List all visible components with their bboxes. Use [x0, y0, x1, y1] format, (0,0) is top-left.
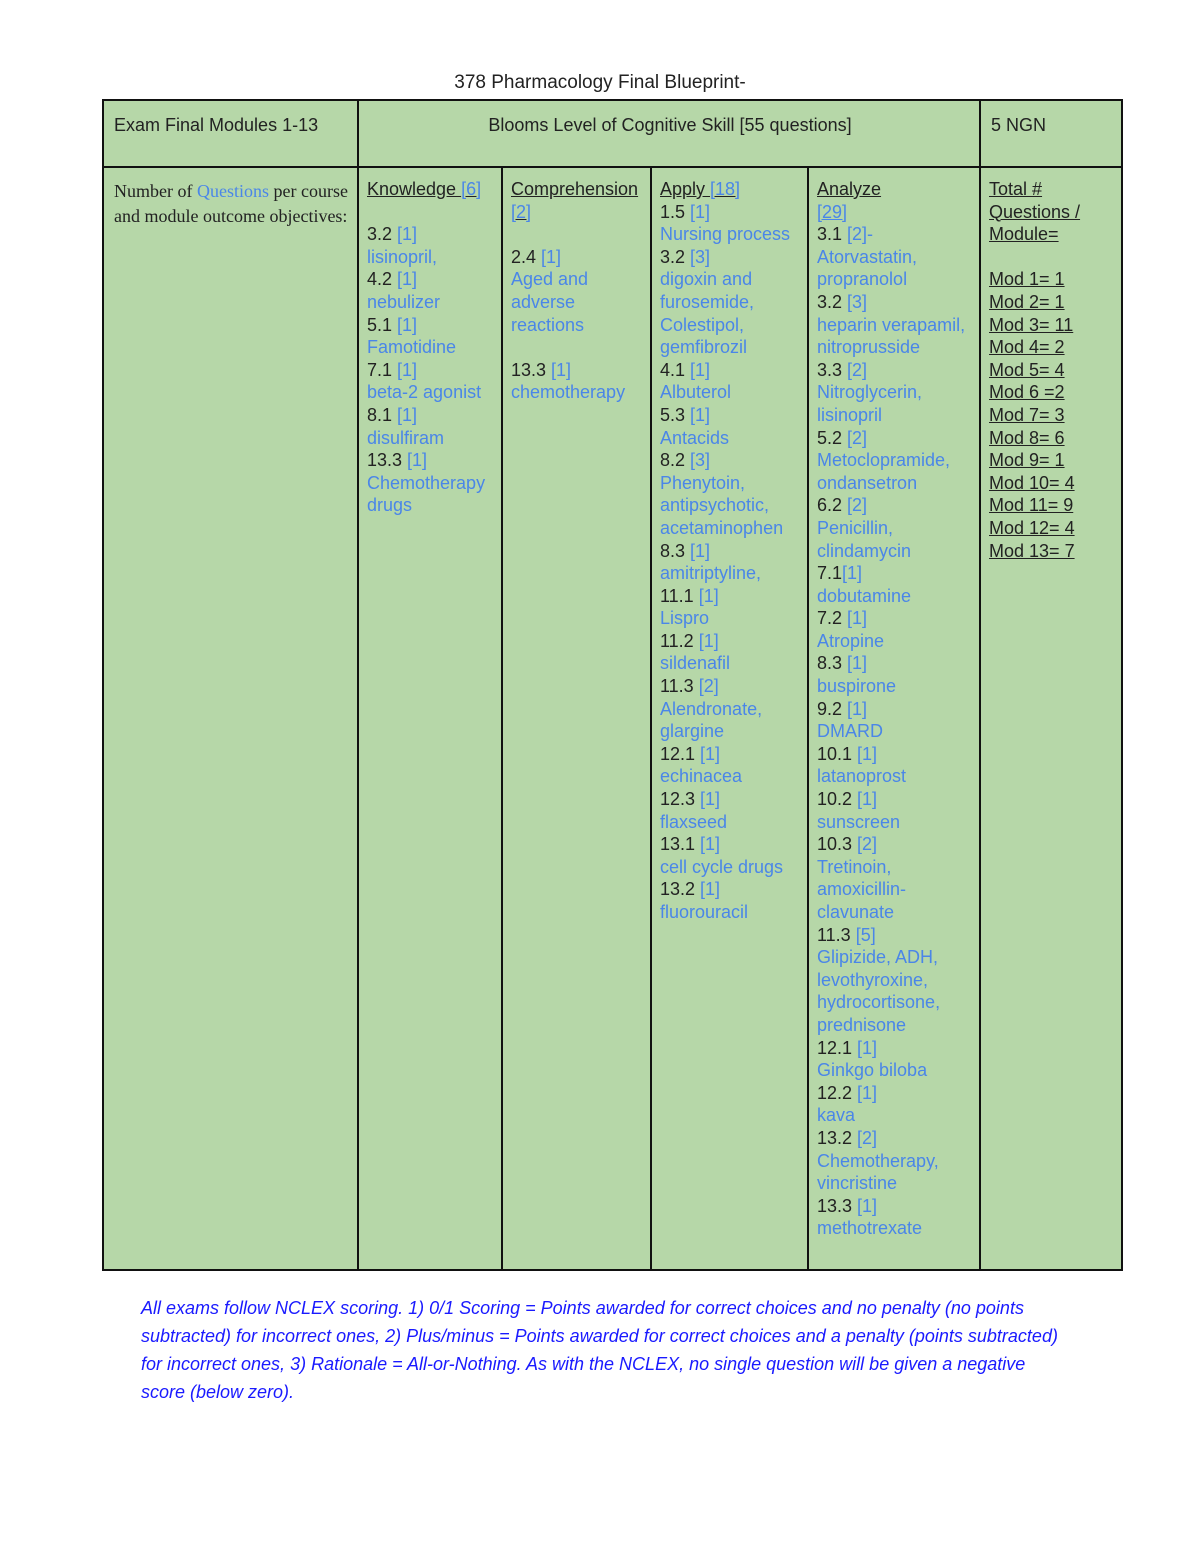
comprehension-column [503, 168, 650, 404]
question-count: [2]- [847, 224, 874, 245]
objective-line [660, 585, 801, 608]
objective-line [817, 833, 973, 856]
drug-topic: Penicillin, clindamycin [817, 517, 912, 561]
question-count: [1] [700, 743, 721, 764]
totals-heading: Total # Questions / Module= [989, 179, 1081, 245]
objective-number: 4.1 [660, 359, 691, 380]
drug-topic: sildenafil [660, 653, 731, 674]
question-count: [1] [690, 404, 711, 425]
objective-number: 3.2 [660, 246, 691, 267]
totals-cell [980, 167, 1122, 1270]
drug-topic: kava [817, 1105, 856, 1126]
totals-mods [989, 268, 1101, 562]
drug-topic: Aged and adverse reactions [511, 269, 589, 335]
drug-topic: Antacids [660, 427, 730, 448]
drug-topic: Phenytoin, antipsychotic, acetaminophen [660, 472, 784, 538]
drug-topic: DMARD [817, 721, 883, 742]
objective-line [817, 1082, 973, 1105]
module-total: Mod 5= 4 [989, 359, 1065, 380]
objective-number: 5.1 [367, 314, 398, 335]
question-count: [1] [857, 789, 878, 810]
objective-number: 10.1 [817, 743, 858, 764]
question-count: [1] [857, 1082, 878, 1103]
objective-line [660, 878, 801, 901]
objective-line [817, 652, 973, 675]
question-count: [1] [847, 653, 868, 674]
drug-topic: nebulizer [367, 291, 441, 312]
objective-line [817, 291, 973, 314]
document-title: 378 Pharmacology Final Blueprint- [454, 72, 746, 93]
drug-topic: buspirone [817, 676, 897, 697]
header-blooms-cell [358, 100, 980, 167]
header-modules-cell [103, 100, 358, 167]
objective-number: 8.3 [660, 540, 691, 561]
question-count: [1] [857, 743, 878, 764]
blueprint-table [102, 99, 1123, 1271]
analyze-count: [29] [817, 201, 848, 222]
question-count: [3] [690, 246, 711, 267]
question-count: [1] [857, 1195, 878, 1216]
body-row [103, 167, 1122, 1270]
objective-number: 10.3 [817, 834, 858, 855]
drug-topic: Ginkgo biloba [817, 1060, 928, 1081]
drug-topic: Lispro [660, 608, 710, 629]
apply-cell [651, 167, 808, 1270]
objective-line [367, 314, 495, 337]
module-total: Mod 3= 11 [989, 314, 1074, 335]
question-count: [1] [698, 630, 719, 651]
drug-topic: digoxin and furosemide, Colestipol, gemfibrozil [660, 269, 755, 358]
objective-number: 2.4 [511, 246, 542, 267]
objective-line [660, 788, 801, 811]
objective-number: 8.1 [367, 404, 398, 425]
objective-number: 12.2 [817, 1082, 858, 1103]
question-count: [1] [700, 834, 721, 855]
objective-line [817, 562, 973, 585]
row-label-questions: Questions [196, 181, 269, 201]
knowledge-column [359, 168, 501, 517]
drug-topic: cell cycle drugs [660, 856, 784, 877]
objective-number: 3.2 [817, 291, 848, 312]
drug-topic: Metoclopramide, ondansetron [817, 450, 951, 493]
objective-number: 8.3 [817, 653, 848, 674]
objective-line [817, 1037, 973, 1060]
scoring-note: All exams follow NCLEX scoring. 1) 0/1 Scoring = Points awarded for correct choices and no penalty (no points subtracted) for incorrect ones, 2) Plus/minus = Points awarded for correct choices and a penalty (points subtracted) for incorrect ones, 3) Rationale = All-or-Nothing. As with the NCLEX, no single question will be given a negative score (below zero). [141, 1298, 1058, 1402]
question-count: [2] [698, 676, 719, 697]
question-count: [2] [857, 834, 878, 855]
objective-number: 7.1 [817, 563, 843, 584]
comprehension-entries [511, 246, 644, 404]
objective-number: 12.1 [660, 743, 701, 764]
drug-topic: echinacea [660, 766, 743, 787]
objective-number: 1.5 [660, 201, 691, 222]
objective-number: 6.2 [817, 495, 848, 516]
objective-line [511, 359, 644, 382]
question-count: [3] [847, 291, 868, 312]
module-total: Mod 2= 1 [989, 291, 1065, 312]
objective-line [817, 1195, 973, 1218]
drug-topic: dobutamine [817, 585, 912, 606]
drug-topic: fluorouracil [660, 902, 749, 922]
objective-number: 10.2 [817, 789, 858, 810]
question-count: [1] [551, 359, 572, 380]
objective-line [367, 268, 495, 291]
objective-line [660, 675, 801, 698]
row-label-part1: Number of [114, 181, 197, 201]
objective-line [660, 359, 801, 382]
objective-number: 8.2 [660, 450, 691, 471]
question-count: [1] [397, 224, 418, 245]
objective-line [817, 924, 973, 947]
question-count: [1] [407, 450, 428, 471]
question-count: [1] [690, 540, 711, 561]
knowledge-cell [358, 167, 502, 1270]
objective-number: 7.2 [817, 608, 848, 629]
objective-number: 13.3 [511, 359, 552, 380]
objective-line [660, 201, 801, 224]
objective-line [817, 223, 973, 246]
objective-number: 13.3 [817, 1195, 858, 1216]
drug-topic: heparin verapamil, nitroprusside [817, 314, 966, 358]
objective-line [367, 449, 495, 472]
drug-topic: Atropine [817, 630, 885, 651]
drug-topic: flaxseed [660, 811, 728, 832]
drug-topic: Nitroglycerin, lisinopril [817, 382, 923, 425]
question-count: [2] [847, 495, 868, 516]
question-count: [1] [700, 789, 721, 810]
question-count: [2] [847, 359, 868, 380]
objective-number: 11.3 [817, 924, 856, 945]
objective-number: 3.3 [817, 359, 848, 380]
module-total: Mod 11= 9 [989, 495, 1074, 516]
objective-number: 3.1 [817, 224, 848, 245]
row-label-part3: per course and module outcome objectives: [114, 181, 348, 226]
objective-line [817, 494, 973, 517]
objective-number: 11.2 [660, 630, 699, 651]
drug-topic: Alendronate, glargine [660, 698, 763, 742]
drug-topic: Albuterol [660, 382, 732, 403]
question-count: [2] [847, 427, 868, 448]
module-total: Mod 7= 3 [989, 404, 1065, 425]
objective-number: 7.1 [367, 359, 398, 380]
question-count: [3] [690, 450, 711, 471]
question-count: [1] [690, 359, 711, 380]
question-count: [1] [541, 246, 562, 267]
question-count: [1] [690, 201, 711, 222]
question-count: [1] [397, 269, 418, 290]
objective-number: 13.2 [817, 1127, 858, 1148]
objective-line [660, 743, 801, 766]
objective-line [367, 223, 495, 246]
objective-line [660, 540, 801, 563]
apply-heading: Apply [18] [660, 179, 741, 199]
objective-line [817, 359, 973, 382]
module-total: Mod 9= 1 [989, 450, 1065, 471]
row-label-cell [103, 167, 358, 1270]
question-count: [2] [857, 1127, 878, 1148]
module-total: Mod 13= 7 [989, 540, 1075, 561]
objective-number: 13.1 [660, 834, 701, 855]
totals-column [981, 168, 1121, 562]
objective-number: 13.3 [367, 450, 408, 471]
analyze-heading: Analyze [817, 179, 882, 199]
objective-line [367, 404, 495, 427]
objective-line [817, 607, 973, 630]
objective-line [660, 833, 801, 856]
objective-line [660, 246, 801, 269]
objective-number: 11.3 [660, 676, 699, 697]
question-count: [1] [397, 359, 418, 380]
question-count: [1] [847, 608, 868, 629]
objective-line [511, 246, 644, 269]
question-count: [1] [842, 563, 863, 584]
module-total: Mod 1= 1 [989, 269, 1065, 290]
drug-topic: Chemotherapy drugs [367, 472, 486, 516]
drug-topic: Nursing process [660, 224, 791, 245]
drug-topic: amitriptyline, [660, 563, 762, 584]
objective-number: 9.2 [817, 698, 848, 719]
module-total: Mod 10= 4 [989, 472, 1075, 493]
drug-topic: Famotidine [367, 337, 457, 358]
question-count: [1] [857, 1037, 878, 1058]
question-count: [1] [397, 404, 418, 425]
drug-topic: Atorvastatin, propranolol [817, 246, 918, 290]
question-count: [5] [855, 924, 876, 945]
objective-line [660, 630, 801, 653]
objective-line [817, 698, 973, 721]
objective-number: 5.2 [817, 427, 848, 448]
drug-topic: Glipizide, ADH, levothyroxine, hydrocortisone, prednisone [817, 947, 941, 1035]
analyze-column [809, 168, 979, 1240]
row-label [104, 168, 357, 229]
knowledge-entries [367, 223, 495, 517]
apply-column [652, 168, 807, 924]
analyze-entries [817, 223, 973, 1240]
header-blooms: Blooms Level of Cognitive Skill [55 questions] [488, 115, 852, 135]
drug-topic: sunscreen [817, 811, 901, 832]
drug-topic: lisinopril, [367, 246, 438, 267]
objective-line [817, 788, 973, 811]
objective-number: 12.1 [817, 1037, 858, 1058]
question-count: [1] [698, 585, 719, 606]
apply-entries [660, 201, 801, 924]
module-total: Mod 12= 4 [989, 517, 1075, 538]
drug-topic: Chemotherapy, vincristine [817, 1150, 939, 1194]
objective-number: 4.2 [367, 269, 398, 290]
objective-line [367, 359, 495, 382]
question-count: [1] [397, 314, 418, 335]
drug-topic: methotrexate [817, 1218, 923, 1239]
analyze-cell [808, 167, 980, 1270]
module-total: Mod 6 =2 [989, 382, 1065, 403]
module-total: Mod 4= 2 [989, 337, 1065, 358]
module-total: Mod 8= 6 [989, 427, 1065, 448]
header-modules: Exam Final Modules 1-13 [114, 115, 319, 135]
objective-line [817, 1127, 973, 1150]
drug-topic: Tretinoin, amoxicillin-clavunate [817, 856, 907, 922]
knowledge-heading: Knowledge [6] [367, 179, 482, 199]
objective-line [817, 743, 973, 766]
objective-number: 11.1 [660, 585, 699, 606]
drug-topic: beta-2 agonist [367, 382, 482, 403]
objective-number: 12.3 [660, 789, 701, 810]
header-ngn-cell [980, 100, 1122, 167]
question-count: [1] [700, 879, 721, 900]
objective-line [817, 427, 973, 450]
drug-topic: latanoprost [817, 766, 907, 787]
header-row [103, 100, 1122, 167]
objective-number: 3.2 [367, 224, 398, 245]
objective-number: 13.2 [660, 879, 701, 900]
comprehension-heading: Comprehension [2] [511, 179, 639, 222]
header-ngn: 5 NGN [991, 115, 1047, 135]
drug-topic: chemotherapy [511, 382, 626, 403]
objective-number: 5.3 [660, 404, 691, 425]
question-count: [1] [847, 698, 868, 719]
drug-topic: disulfiram [367, 427, 445, 448]
objective-line [660, 404, 801, 427]
objective-line [660, 449, 801, 472]
comprehension-cell [502, 167, 651, 1270]
